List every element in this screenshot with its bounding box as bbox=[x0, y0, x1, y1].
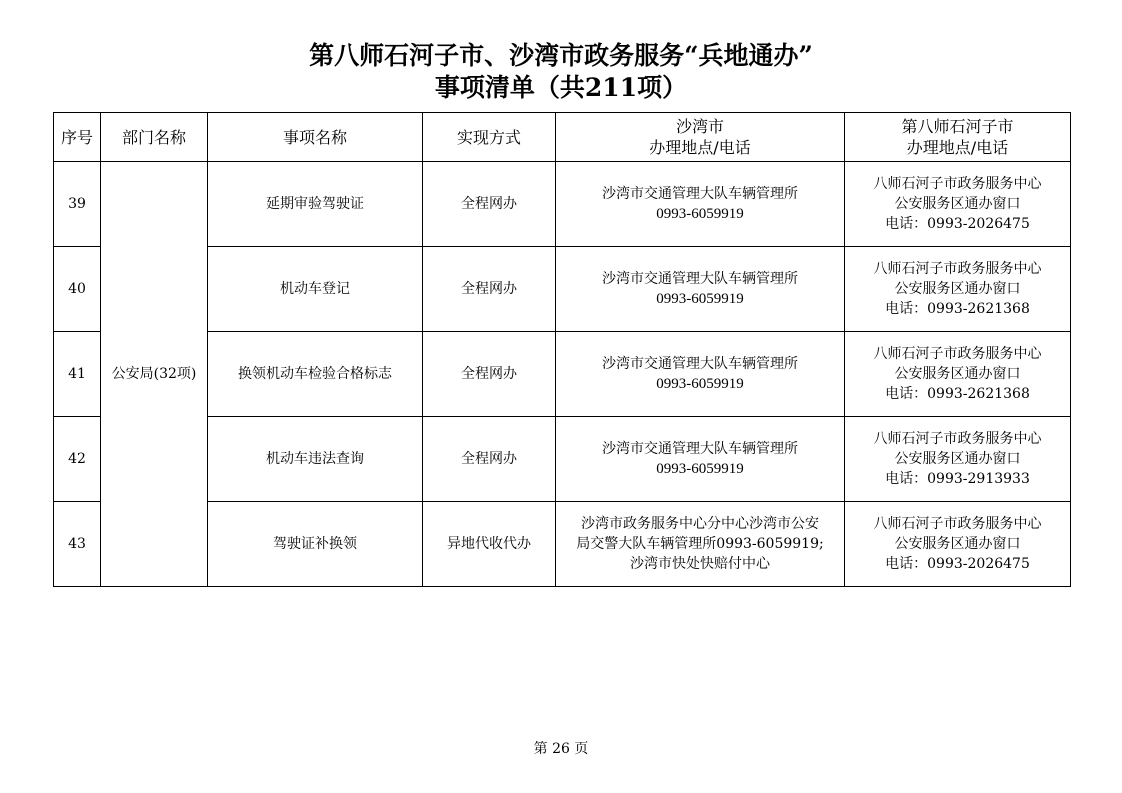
shihezi-window-line: 公安服务区通办窗口 bbox=[894, 451, 1021, 467]
page-subtitle: 事项清单（共211项） bbox=[434, 73, 688, 102]
method-cell: 全程网办 bbox=[423, 247, 556, 332]
item-cell: 驾驶证补换领 bbox=[208, 502, 423, 587]
header-shihezi bbox=[845, 113, 1071, 162]
shihezi-phone: 电话：0993-2621368 bbox=[885, 386, 1030, 402]
shawan-location-cell bbox=[556, 162, 845, 247]
shawan-location-line: 局交警大队车辆管理所0993-6059919; bbox=[576, 536, 824, 552]
shawan-phone: 0993-6059919 bbox=[656, 206, 744, 222]
shawan-location-cell bbox=[556, 502, 845, 587]
items-table bbox=[53, 112, 1071, 587]
header-department: 部门名称 bbox=[101, 113, 208, 162]
method-cell: 异地代收代办 bbox=[423, 502, 556, 587]
item-cell: 换领机动车检验合格标志 bbox=[208, 332, 423, 417]
shawan-location-cell bbox=[556, 247, 845, 332]
shawan-location-cell bbox=[556, 417, 845, 502]
header-seq: 序号 bbox=[54, 113, 101, 162]
shihezi-location-line: 八师石河子市政务服务中心 bbox=[873, 346, 1042, 362]
shihezi-window-line: 公安服务区通办窗口 bbox=[894, 366, 1021, 382]
shihezi-location-line: 八师石河子市政务服务中心 bbox=[873, 431, 1042, 447]
shihezi-phone: 电话：0993-2026475 bbox=[885, 556, 1030, 572]
header-method: 实现方式 bbox=[423, 113, 556, 162]
shihezi-window-line: 公安服务区通办窗口 bbox=[894, 196, 1021, 212]
shawan-location-line: 沙湾市交通管理大队车辆管理所 bbox=[602, 186, 798, 202]
shihezi-location-cell bbox=[845, 247, 1071, 332]
shawan-location-line: 沙湾市快处快赔付中心 bbox=[630, 556, 770, 572]
shawan-location-line: 沙湾市交通管理大队车辆管理所 bbox=[602, 441, 798, 457]
seq-cell: 40 bbox=[54, 247, 101, 332]
shawan-phone: 0993-6059919 bbox=[656, 376, 744, 392]
shawan-phone: 0993-6059919 bbox=[656, 291, 744, 307]
seq-cell: 43 bbox=[54, 502, 101, 587]
shawan-location-line: 沙湾市政务服务中心分中心沙湾市公安 bbox=[581, 516, 819, 532]
shihezi-window-line: 公安服务区通办窗口 bbox=[894, 536, 1021, 552]
shawan-phone: 0993-6059919 bbox=[656, 461, 744, 477]
method-cell: 全程网办 bbox=[423, 332, 556, 417]
table-header-row bbox=[54, 113, 1071, 162]
shihezi-location-line: 八师石河子市政务服务中心 bbox=[873, 516, 1042, 532]
header-shawan bbox=[556, 113, 845, 162]
shihezi-location-cell bbox=[845, 417, 1071, 502]
item-cell: 机动车登记 bbox=[208, 247, 423, 332]
shihezi-location-cell bbox=[845, 332, 1071, 417]
page-number: 第 26 页 bbox=[533, 741, 589, 757]
header-shihezi-line1: 第八师石河子市 bbox=[901, 117, 1014, 136]
header-shihezi-line2: 办理地点/电话 bbox=[906, 138, 1009, 157]
shihezi-phone: 电话：0993-2621368 bbox=[885, 301, 1030, 317]
seq-cell: 42 bbox=[54, 417, 101, 502]
shihezi-phone: 电话：0993-2913933 bbox=[885, 471, 1030, 487]
page-title: 第八师石河子市、沙湾市政务服务“兵地通办” bbox=[309, 41, 813, 70]
shihezi-location-cell bbox=[845, 162, 1071, 247]
method-cell: 全程网办 bbox=[423, 162, 556, 247]
shawan-location-cell bbox=[556, 332, 845, 417]
department-cell: 公安局(32项) bbox=[101, 162, 208, 587]
shihezi-location-cell bbox=[845, 502, 1071, 587]
header-shawan-line2: 办理地点/电话 bbox=[649, 138, 751, 157]
shihezi-location-line: 八师石河子市政务服务中心 bbox=[873, 261, 1042, 277]
shihezi-location-line: 八师石河子市政务服务中心 bbox=[873, 176, 1042, 192]
item-cell: 延期审验驾驶证 bbox=[208, 162, 423, 247]
shihezi-window-line: 公安服务区通办窗口 bbox=[894, 281, 1021, 297]
shihezi-phone: 电话：0993-2026475 bbox=[885, 216, 1030, 232]
seq-cell: 41 bbox=[54, 332, 101, 417]
item-cell: 机动车违法查询 bbox=[208, 417, 423, 502]
header-item: 事项名称 bbox=[208, 113, 423, 162]
shawan-location-line: 沙湾市交通管理大队车辆管理所 bbox=[602, 356, 798, 372]
header-shawan-line1: 沙湾市 bbox=[675, 117, 724, 136]
table-row bbox=[54, 162, 1071, 247]
method-cell: 全程网办 bbox=[423, 417, 556, 502]
seq-cell: 39 bbox=[54, 162, 101, 247]
shawan-location-line: 沙湾市交通管理大队车辆管理所 bbox=[602, 271, 798, 287]
